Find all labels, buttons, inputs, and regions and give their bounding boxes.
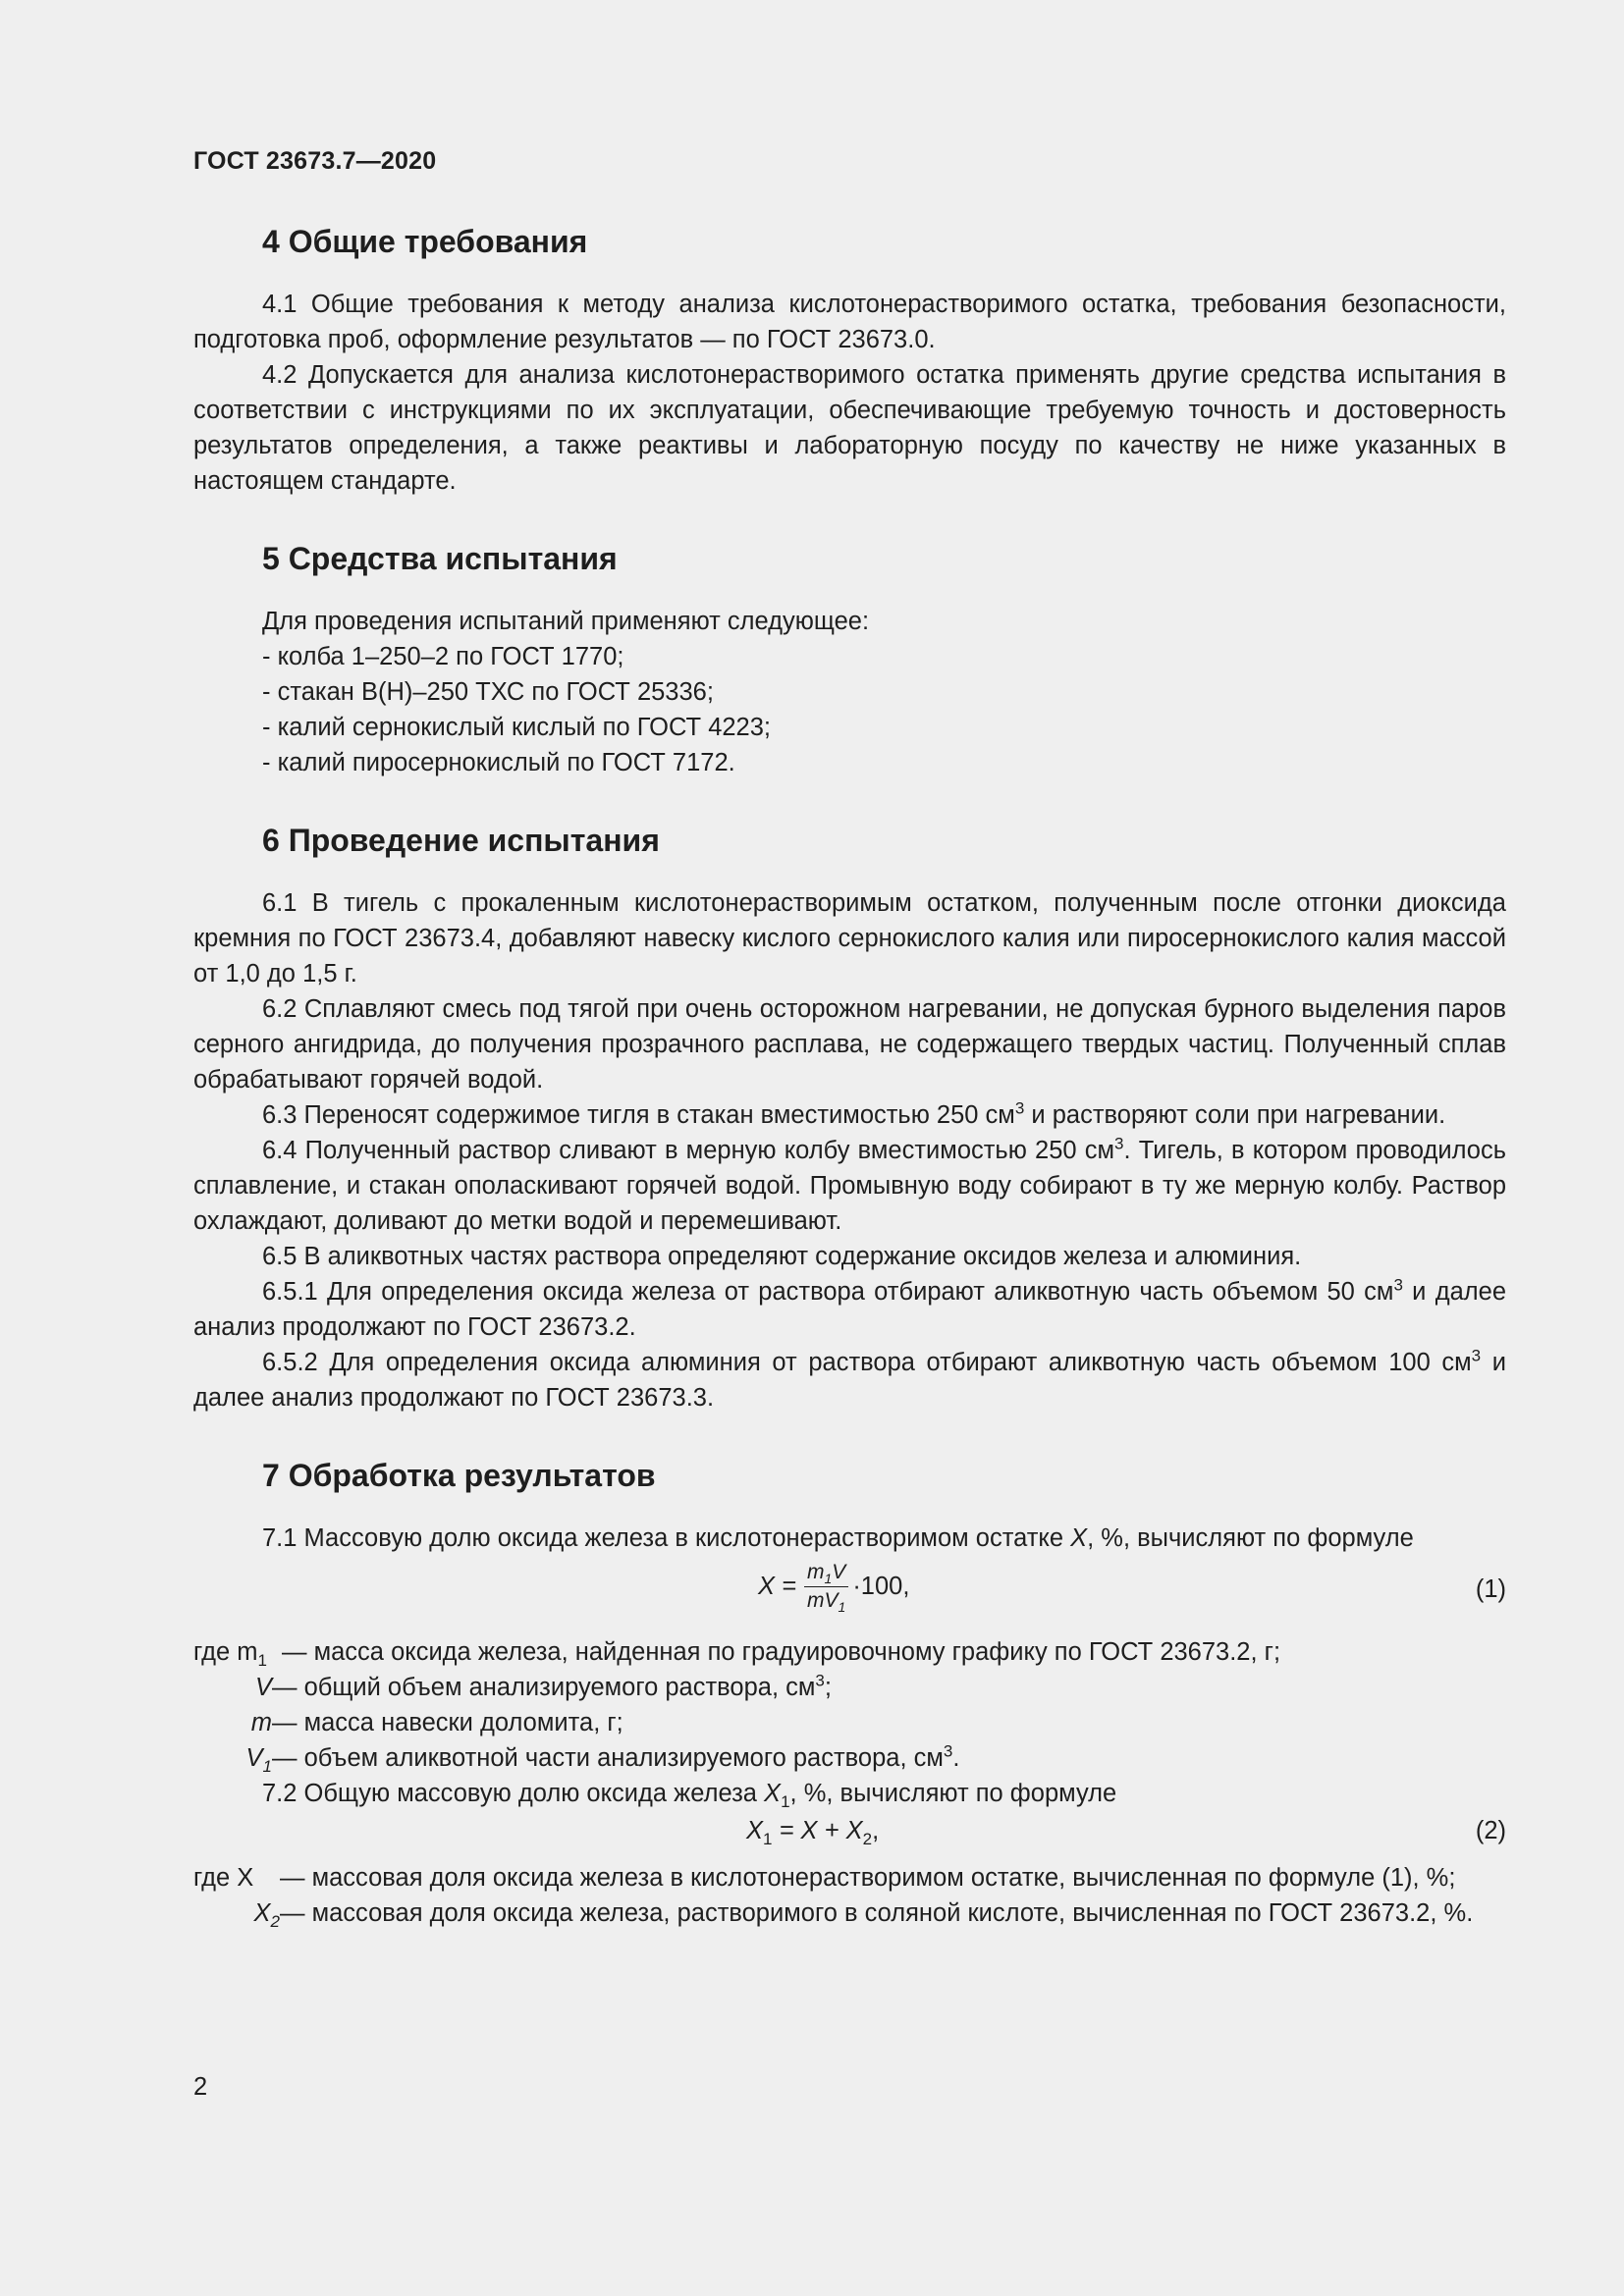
para-6-5-2-text-a: 6.5.2 Для определения оксида алюминия от раствора отбирают аликвотную часть объемом 100 см: [262, 1349, 1472, 1376]
section-5-title: 5 Средства испытания: [262, 541, 618, 576]
para-7-2-text-a: 7.2 Общую массовую долю оксида железа: [262, 1780, 765, 1807]
definition-row: [193, 1860, 1506, 1896]
para-7-1-text-a: 7.1 Массовую долю оксида железа в кислотонерастворимом остатке: [262, 1524, 1071, 1552]
para-6-4-text-a: 6.4 Полученный раствор сливают в мерную колбу вместимостью 250 см: [262, 1137, 1115, 1164]
para-6-1: 6.1 В тигель с прокаленным кислотонерастворимым остатком, полученным после отгонки диоксида кремния по ГОСТ 23673.4, добавляют навеску кислого сернокислого калия или пиросернокислого калия массой от 1,0 до 1,5 г.: [193, 889, 1506, 988]
formula-2-number: (2): [1475, 1817, 1506, 1844]
definition-row: [193, 1670, 1506, 1705]
formula-1-definitions: [193, 1634, 1506, 1776]
list-item: - калий пиросернокислый по ГОСТ 7172.: [262, 749, 735, 776]
superscript: 3: [1014, 1098, 1025, 1118]
para-6-2: 6.2 Сплавляют смесь под тягой при очень осторожном нагревании, не допуская бурного выделения паров серного ангидрида, до получения прозрачного расплава, не содержащего твердых частиц. Полученный сплав обрабатывают горячей водой.: [193, 995, 1506, 1094]
page-number: 2: [193, 2073, 208, 2101]
formula-2-comma: ,: [872, 1817, 880, 1844]
para-7-1-text-b: , %, вычисляют по формуле: [1087, 1524, 1414, 1552]
section-4-title: 4 Общие требования: [262, 224, 588, 259]
para-6-3-text-a: 6.3 Переносят содержимое тигля в стакан вместимостью 250 см: [262, 1101, 1015, 1129]
formula-1-tail: ·100,: [852, 1573, 910, 1600]
para-6-5-2: [193, 1345, 1506, 1415]
list-item: - колба 1–250–2 по ГОСТ 1770;: [262, 643, 624, 670]
list-item: - калий сернокислый кислый по ГОСТ 4223;: [262, 714, 772, 741]
list-item: - стакан В(Н)–250 ТХС по ГОСТ 25336;: [262, 678, 714, 706]
formula-2-middle: = X +: [772, 1817, 846, 1844]
definition-text: — массовая доля оксида железа, растворимого в соляной кислоте, вычисленная по ГОСТ 23673.2, %.: [280, 1899, 1474, 1927]
symbol-text: где m: [193, 1638, 258, 1666]
section-5-intro: Для проведения испытаний применяют следующее:: [262, 608, 870, 635]
para-6-5-2-text-b: и далее анализ продолжают по ГОСТ 23673.3.: [193, 1349, 1506, 1412]
formula-2-x2-sub: 2: [862, 1830, 873, 1849]
numerator-m: m: [807, 1561, 825, 1583]
para-6-4: [193, 1133, 1506, 1239]
denominator-mv: mV: [807, 1589, 839, 1612]
definition-symbol: m: [250, 1709, 272, 1736]
document-header: ГОСТ 23673.7—2020: [193, 147, 437, 175]
fraction-denominator: [807, 1587, 845, 1614]
section-7-title: 7 Обработка результатов: [262, 1458, 656, 1493]
section-6-title: 6 Проведение испытания: [262, 823, 660, 858]
formula-1-expression: [758, 1560, 909, 1614]
definition-text-main: — объем аликвотной части анализируемого раствора, см: [272, 1744, 944, 1772]
variable-x1: X: [764, 1780, 782, 1807]
definition-symbol: V: [254, 1674, 272, 1701]
symbol-text: X: [253, 1899, 271, 1927]
para-4-1: 4.1 Общие требования к методу анализа кислотонерастворимого остатка, требования безопасности, подготовка проб, оформление результатов — по ГОСТ 23673.0.: [193, 291, 1506, 353]
superscript: 3: [1471, 1346, 1482, 1365]
definition-symbol: где X: [193, 1864, 254, 1892]
para-6-3: [193, 1097, 1506, 1133]
variable-sub: 1: [781, 1792, 790, 1812]
definition-text: — массовая доля оксида железа в кислотонерастворимом остатке, вычисленная по формуле (1), %;: [280, 1864, 1456, 1892]
definition-text: — масса навески доломита, г;: [272, 1709, 623, 1736]
definition-row: [193, 1705, 1506, 1740]
numerator-v: V: [832, 1561, 846, 1583]
para-6-4-text-b: . Тигель, в котором проводилось сплавление, и стакан ополаскивают горячей водой. Промывную воду собирают в ту же мерную колбу. Раствор охлаждают, доливают до метки водой и перемешивают.: [193, 1137, 1507, 1235]
para-6-5-1-text-a: 6.5.1 Для определения оксида железа от раствора отбирают аликвотную часть объемом 50 см: [262, 1278, 1394, 1306]
formula-2-x1: X: [746, 1817, 764, 1844]
denominator-sub: 1: [838, 1599, 846, 1616]
para-6-3-text-b: и растворяют соли при нагревании.: [1024, 1101, 1446, 1129]
definition-row: [193, 1634, 1506, 1670]
superscript: 3: [943, 1741, 953, 1761]
definition-symbol: [193, 1896, 280, 1931]
definition-symbol: [193, 1740, 272, 1776]
numerator-sub: 1: [824, 1571, 833, 1587]
fraction: [804, 1560, 848, 1614]
formula-1-number: (1): [1475, 1575, 1506, 1603]
definition-punct: .: [952, 1744, 960, 1772]
superscript: 3: [1393, 1275, 1403, 1295]
definition-text-main: — общий объем анализируемого раствора, см: [272, 1674, 816, 1701]
definition-text: — масса оксида железа, найденная по градуировочному графику по ГОСТ 23673.2, г;: [282, 1638, 1281, 1666]
formula-2-x2: X: [845, 1817, 863, 1844]
formula-2-definitions: [193, 1860, 1506, 1931]
symbol-sub: 2: [270, 1912, 280, 1932]
formula-1-lhs: X =: [758, 1573, 796, 1600]
formula-2: [193, 1811, 1506, 1860]
definition-text: [272, 1740, 1506, 1776]
formula-2-x1-sub: 1: [763, 1830, 773, 1849]
symbol-sub: 1: [262, 1757, 272, 1777]
fraction-numerator: [804, 1560, 848, 1587]
formula-2-expression: [746, 1817, 880, 1849]
definition-row: [193, 1896, 1506, 1931]
formula-1: [193, 1556, 1506, 1634]
para-6-5-1-text-b: и далее анализ продолжают по ГОСТ 23673.2.: [193, 1278, 1507, 1341]
symbol-sub: 1: [257, 1651, 268, 1671]
para-4-2: 4.2 Допускается для анализа кислотонерастворимого остатка применять другие средства испытания в соответствии с инструкциями по их эксплуатации, обеспечивающие требуемую точность и достоверность результатов определения, а также реактивы и лабораторную посуду по качеству не ниже указанных в настоящем стандарте.: [193, 361, 1506, 495]
superscript: 3: [1114, 1134, 1124, 1153]
superscript: 3: [815, 1671, 825, 1690]
para-7-2-text-b: , %, вычисляют по формуле: [789, 1780, 1117, 1807]
definition-text: [272, 1670, 1506, 1705]
definition-row: [193, 1740, 1506, 1776]
para-7-1: [193, 1521, 1506, 1556]
symbol-text: V: [245, 1744, 263, 1772]
definition-punct: ;: [824, 1674, 832, 1701]
para-6-5: 6.5 В аликвотных частях раствора определяют содержание оксидов железа и алюминия.: [262, 1243, 1302, 1270]
para-7-2: [193, 1776, 1506, 1811]
document-body: [193, 218, 1506, 1931]
para-6-5-1: [193, 1274, 1506, 1345]
variable-x: X: [1070, 1524, 1088, 1552]
